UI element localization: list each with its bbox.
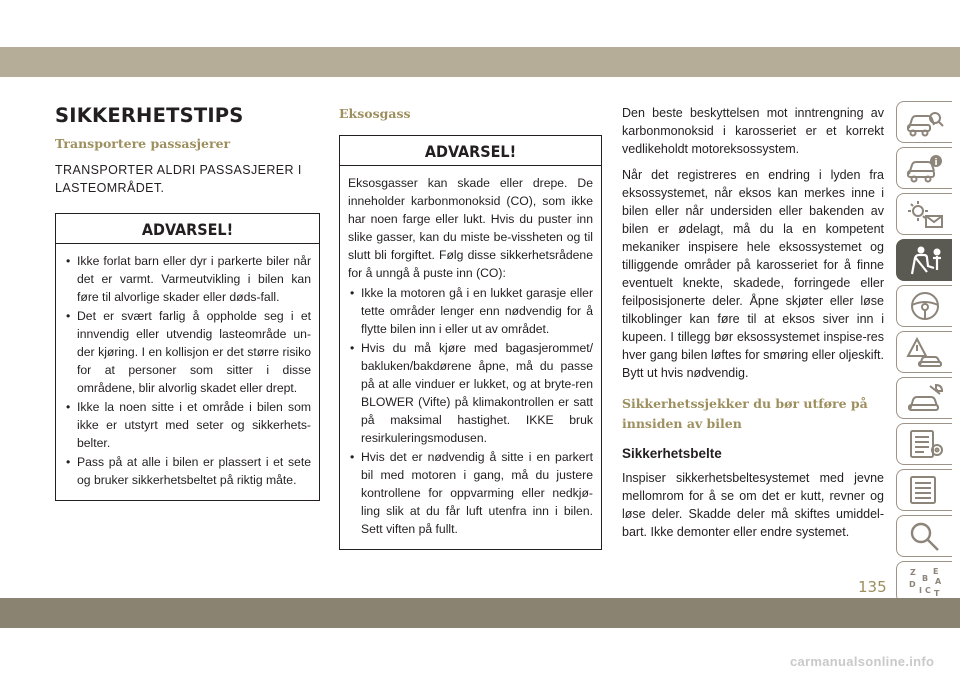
warning-item: • Hvis du må kjøre med bagasjerommet/ bakluken/bakdørene åpne, må du passe på at alle vinduer er lukket, og at bryte-ren BLOWER (Vifte) på klimakontrollen er satt på maksimal hastighet. IKKE bruk resirkuleringsmodusen. bbox=[348, 339, 593, 447]
svg-text:E: E bbox=[932, 567, 938, 576]
bottom-band bbox=[0, 598, 960, 628]
tab-multimedia[interactable] bbox=[896, 469, 952, 511]
warning-body bbox=[340, 166, 601, 549]
subheading-seatbelt: Sikkerhetsbelte bbox=[622, 446, 722, 461]
middle-column bbox=[339, 92, 602, 550]
warning-intro-text: Eksosgasser kan skade eller drepe. De inneholder karbonmonoksid (CO), som ikke har noen farge eller lukt. Hvis du puster inn slike gasser, kan du miste be-vissheten og til slutt bli forgiftet. Følg disse sikkerhetsrådene for å unngå å puste inn (CO): bbox=[348, 176, 593, 280]
watermark: carmanualsonline.info bbox=[790, 654, 935, 669]
passenger-intro-text: TRANSPORTER ALDRI PASSASJERER I LASTEOMRÅDET. bbox=[55, 163, 302, 195]
warning-item: • Ikke la motoren gå i en lukket garasje eller tette områder lenger enn nødvendig for å flytte bilen inn i eller ut av området. bbox=[348, 284, 593, 338]
exhaust-paragraph-2: Når det registreres en endring i lyden fra eksossystemet, når eksos kan merkes inne i bilen eller når undersiden eller bakenden av bilen er ødelagt, må du la en kompetent mekaniker inspisere hele eksossystemet og tilliggende områder på karosseriet for å finne eventuelt knekte, skadede, forringede eller feilposisjonerte deler. Åpne skjøter eller løse tilkoblinger kan føre til at eksos siver inn i kupeen. I tillegg bør eksossystemet inspise-res hver gang bilen løftes for smøring eller oljeskift. Bytt ut hvis nødvendig. bbox=[622, 168, 884, 380]
tab-steering[interactable] bbox=[896, 285, 952, 327]
specifications-list-icon bbox=[906, 428, 944, 460]
tab-specifications[interactable] bbox=[896, 423, 952, 465]
warning-item: • Ikke forlat barn eller dyr i parkerte biler når det er varmt. Varmeutvikling i bilen kan føre til alvorlige skader eller døds-fall. bbox=[64, 252, 311, 306]
tab-car-search[interactable] bbox=[896, 101, 952, 143]
left-column bbox=[55, 92, 320, 501]
svg-text:A: A bbox=[934, 577, 941, 586]
warning-list bbox=[64, 252, 311, 489]
svg-text:T: T bbox=[933, 589, 939, 598]
svg-text:C: C bbox=[924, 586, 931, 595]
section-heading-interior-checks: Sikkerhetssjekker du bør utføre på innsiden av bilen bbox=[622, 396, 868, 431]
car-info-icon bbox=[906, 152, 944, 184]
exhaust-paragraph-1: Den beste beskyttelsen mot inntrengning av karbonmonoksid i karosseriet er et korrekt vedlikeholdt motoreksossystem. bbox=[622, 106, 884, 156]
page-number: 135 bbox=[858, 578, 887, 596]
tab-dashboard-lights[interactable] bbox=[896, 193, 952, 235]
warning-item: • Hvis det er nødvendig å sitte i en parkert bil med motoren i gang, må du justere kontrollene for oppvarming eller nedkjø-ling slik at du får luft utenfra inn i bilen. Sett viften på fullt. bbox=[348, 448, 593, 538]
warning-title: ADVARSEL! bbox=[56, 214, 319, 244]
svg-text:i: i bbox=[933, 158, 938, 168]
multimedia-list-icon bbox=[906, 474, 944, 506]
seatbelt-paragraph: Inspiser sikkerhetsbeltesystemet med jevne mellomrom for å se om det er kutt, revner og løse deler. Skadde deler må skiftes umiddel-bart. Ikke demonter eller endre systemet. bbox=[622, 471, 884, 539]
warning-title: ADVARSEL! bbox=[340, 136, 601, 166]
warning-body bbox=[56, 244, 319, 500]
top-band bbox=[0, 47, 960, 77]
tab-service[interactable] bbox=[896, 377, 952, 419]
tab-emergency[interactable] bbox=[896, 331, 952, 373]
warning-item: • Det er svært farlig å oppholde seg i et innvendig eller utvendig lasteområde un-der kjøring. I en kollisjon er det større risiko for at personer som sitter i disse områdene, blir alvorlig skadet eller drept. bbox=[64, 307, 311, 397]
right-column bbox=[622, 92, 884, 541]
warning-box-exhaust bbox=[339, 135, 602, 550]
seatbelt-passenger-icon bbox=[906, 244, 944, 276]
svg-text:D: D bbox=[908, 580, 916, 589]
warning-list bbox=[348, 284, 593, 538]
tab-car-info[interactable] bbox=[896, 147, 952, 189]
warning-triangle-car-icon bbox=[906, 336, 944, 368]
warning-box-passengers bbox=[55, 213, 320, 501]
car-search-icon bbox=[906, 106, 944, 138]
section-heading-passengers: Transportere passasjerer bbox=[55, 136, 231, 151]
car-service-icon bbox=[906, 382, 944, 414]
dashboard-lights-icon bbox=[906, 198, 944, 230]
warning-item: • Ikke la noen sitte i et område i bilen som ikke er utstyrt med seter og sikkerhets-belter. bbox=[64, 398, 311, 452]
svg-text:Z: Z bbox=[909, 568, 916, 577]
steering-wheel-icon bbox=[906, 290, 944, 322]
page-title: SIKKERHETSTIPS bbox=[55, 104, 244, 127]
chapter-tabs bbox=[896, 101, 960, 607]
tab-safety[interactable] bbox=[896, 239, 952, 281]
svg-text:I: I bbox=[918, 586, 922, 595]
magnifier-icon bbox=[906, 520, 944, 552]
tab-search[interactable] bbox=[896, 515, 952, 557]
warning-item: • Pass på at alle i bilen er plassert i et sete og bruker sikkerhetsbeltet på riktig måte. bbox=[64, 453, 311, 489]
section-heading-exhaust: Eksosgass bbox=[339, 106, 411, 121]
svg-text:B: B bbox=[921, 574, 928, 583]
tab-index[interactable] bbox=[896, 561, 952, 603]
index-letters-icon bbox=[906, 566, 944, 598]
